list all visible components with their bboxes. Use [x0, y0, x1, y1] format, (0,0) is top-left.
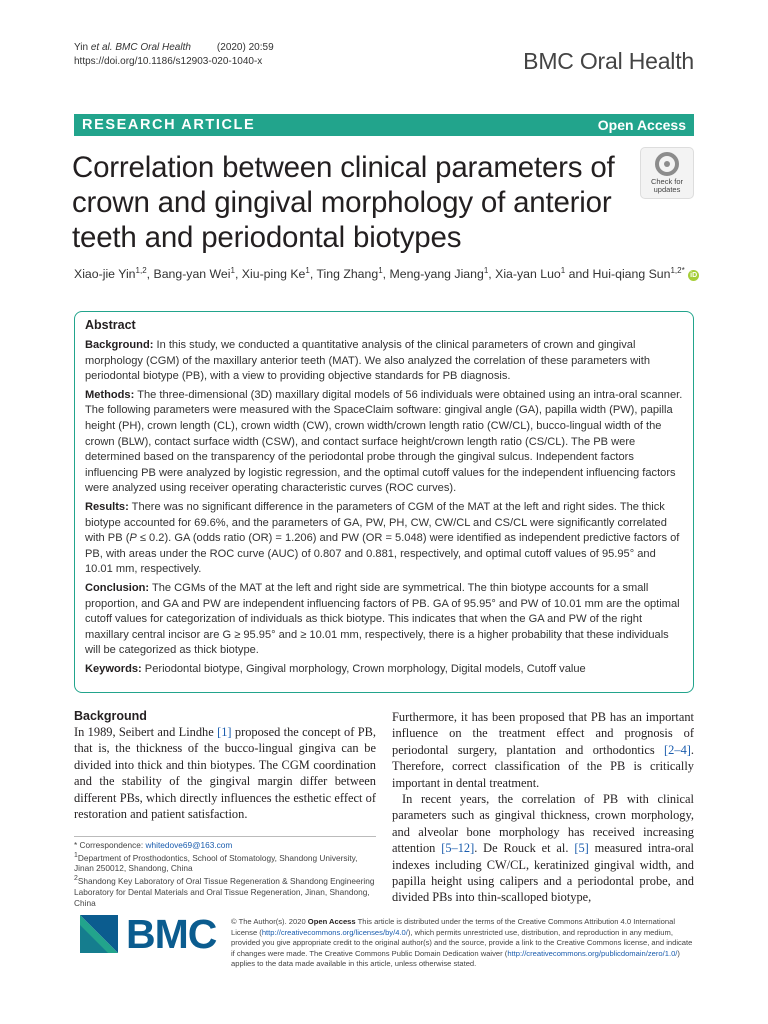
abstract-box [74, 311, 694, 693]
citation-link[interactable]: [5–12] [441, 841, 475, 856]
author-name[interactable]: and Hui-qiang Sun [565, 267, 671, 282]
abstract-keywords: Keywords: Periodontal biotype, Gingival morphology, Crown morphology, Digital models, Cutoff value [85, 662, 586, 675]
bmc-logo-text: BMC [126, 911, 217, 957]
author-list: Xiao-jie Yin$^{1,2}$, Bang-yan Wei$^1$, Xiu-ping Ke$^1$, Ting Zhang$^1$, Meng-yang Jiang$^1$, Xia-yan Luo$^1$ and Hui-qiang Sun$^{1,2*}$ iD [74, 266, 698, 282]
abstract-methods: Methods: The three-dimensional (3D) maxillary digital models of 56 individuals were obtained using an intra-oral scanner. The following parameters were measured with the SpaceClaim software: gingival angle (GA), papilla width (PW), papilla height (PH), crown length (CL), crown width (CW), crown width/crown length ratio (CW/CL), bucco-lingual width of the crown (BLW), contact surface width (CSW), and contact surface height/crown length ratio (CS/CL). The PB were determined based on the transparency of the periodontal probe through the gingival sulcus. Independent factors influencing PB were analyzed by logistic regression, and the optimal cutoff values for the independent influencing factors were analyzed using receiver operating characteristic curves (ROC curves). [85, 388, 683, 495]
abstract-background: Background: In this study, we conducted a quantitative analysis of the clinical parameters of crown and gingival morphology (CGM) of the maxillary anterior teeth (MAT). We also analyzed the correlation of these parameters with periodontal biotype (PB), with a view to providing objective standards for PB diagnosis. [85, 339, 650, 383]
body-paragraph: In 1989, Seibert and Lindhe [1] proposed the concept of PB, that is, the thickness of the bucco-lingual gingiva can be divided into thick and thin biotypes. The CGM coordination and the stability of the gingival margin differ between different PBs, which directly influences the esthetic effect of restoration and patient satisfaction. [74, 725, 376, 822]
article-title: Correlation between clinical parameters of crown and gingival morphology of anterior teeth and periodontal biotypes [72, 151, 615, 254]
citation [74, 41, 274, 55]
check-updates-icon [655, 152, 679, 176]
license-text: © The Author(s). 2020 Open Access This article is distributed under the terms of the Creative Commons Attribution 4.0 International License (http://creativecommons.org/licenses/by/4.0/), which permits unrestricted use, distribution, and reproduction in any medium, provided you give appropriate credit to the original author(s) and the source, provide a link to the Creative Commons license, and indicate if changes were made. The Creative Commons Public Domain Dedication waiver (http://creativecommons.org/publicdomain/zero/1.0/) applies to the data made available in this article, unless otherwise stated. [231, 917, 693, 968]
citation-link[interactable]: [5] [574, 841, 589, 856]
author-name[interactable]: , Xiu-ping Ke [234, 267, 306, 282]
abstract-conclusion: Conclusion: The CGMs of the MAT at the left and right side are symmetrical. The thin biotype accounts for a small proportion, and GA and PW are independent influencing factors of PB. GA of 95.95° and PW of 10.01 mm are the optimal cutoff values for categorization of individuals as thick biotype. This indicates that when the GA and PW of the right maxillary central incisor are G ≥ 95.95° and ≥ 10.01 mm, respectively, there is a higher probability that these individuals will be categorized as thick biotype. [85, 581, 680, 657]
section-heading: Background [74, 709, 147, 723]
license-link[interactable]: http://creativecommons.org/licenses/by/4.0/ [261, 927, 408, 937]
author-name[interactable]: , Xia-yan Luo [488, 267, 561, 282]
citation-link[interactable]: [1] [217, 725, 232, 739]
citation-link[interactable]: [2–4] [664, 742, 691, 757]
open-access-label: Open Access [597, 117, 686, 133]
running-header [74, 41, 274, 69]
email-link[interactable]: whitedove69@163.com [145, 840, 233, 850]
article-type: RESEARCH ARTICLE [82, 117, 256, 133]
orcid-icon[interactable]: iD [690, 272, 698, 280]
check-updates-label: Check for updates [650, 177, 684, 194]
article-type-band [74, 114, 694, 136]
citation-journal: et al. BMC Oral Health [90, 42, 191, 53]
public-domain-link[interactable]: http://creativecommons.org/publicdomain/zero/1.0/ [507, 948, 678, 958]
footnotes [74, 836, 376, 908]
author-name[interactable]: Xiao-jie Yin [74, 267, 136, 282]
abstract-heading: Abstract [85, 318, 136, 332]
body-column-right [392, 709, 694, 906]
body-paragraph: In recent years, the correlation of PB with clinical parameters such as gingival thickness, crown morphology, and alveolar bone morphology has received increasing attention [5–12]. De Rouck et al. [5] measured intra-oral indexes including CW/CL, keratinized gingival width, and papilla height using calipers and a periodontal probe, and divided PBs into thin-scalloped biotype, [392, 792, 695, 905]
author-name[interactable]: , Meng-yang Jiang [382, 267, 484, 282]
author-name[interactable]: , Bang-yan Wei [146, 267, 231, 282]
citation-year: (2020) 20:59 [216, 42, 274, 53]
citation-authors: Yin [74, 42, 91, 53]
journal-name: BMC Oral Health [523, 48, 694, 74]
body-paragraph: Furthermore, it has been proposed that PB has an important influence on the treatment effect and prognosis of periodontal surgery, plantation and orthodontics [2–4]. Therefore, correct classification of the PB is critically important in dental treatment. [392, 710, 694, 790]
doi-link[interactable]: https://doi.org/10.1186/s12903-020-1040-x [74, 56, 263, 67]
check-for-updates-button[interactable] [640, 147, 694, 199]
affiliation: $^1$Department of Prosthodontics, School of Stomatology, Shandong University, Jinan 250012, Shandong, China [74, 851, 358, 874]
bmc-logo-icon [80, 915, 118, 953]
affiliation: $^2$Shandong Key Laboratory of Oral Tissue Regeneration & Shandong Engineering Laboratory for Dental Materials and Oral Tissue Regeneration, Jinan, Shandong, China [74, 875, 375, 908]
body-column-left [74, 709, 376, 822]
correspondence: * Correspondence: whitedove69@163.com [74, 840, 233, 850]
author-name[interactable]: , Ting Zhang [309, 267, 379, 282]
abstract-results: Results: There was no significant difference in the parameters of CGM of the MAT at the left and right sides. The thick biotype accounted for 69.6%, and the parameters of GA, PW, PH, CW, CW/CL and CS/CL were significantly correlated with PB (P ≤ 0.2). GA (odds ratio (OR) = 1.206) and PW (OR = 5.048) were identified as independent predictive factors of PB, with areas under the ROC curve (AUC) of 0.807 and 0.881, respectively, and optimal cutoff values of 95.95° and 10.01 mm, respectively. [85, 500, 680, 576]
bmc-logo [80, 911, 220, 957]
